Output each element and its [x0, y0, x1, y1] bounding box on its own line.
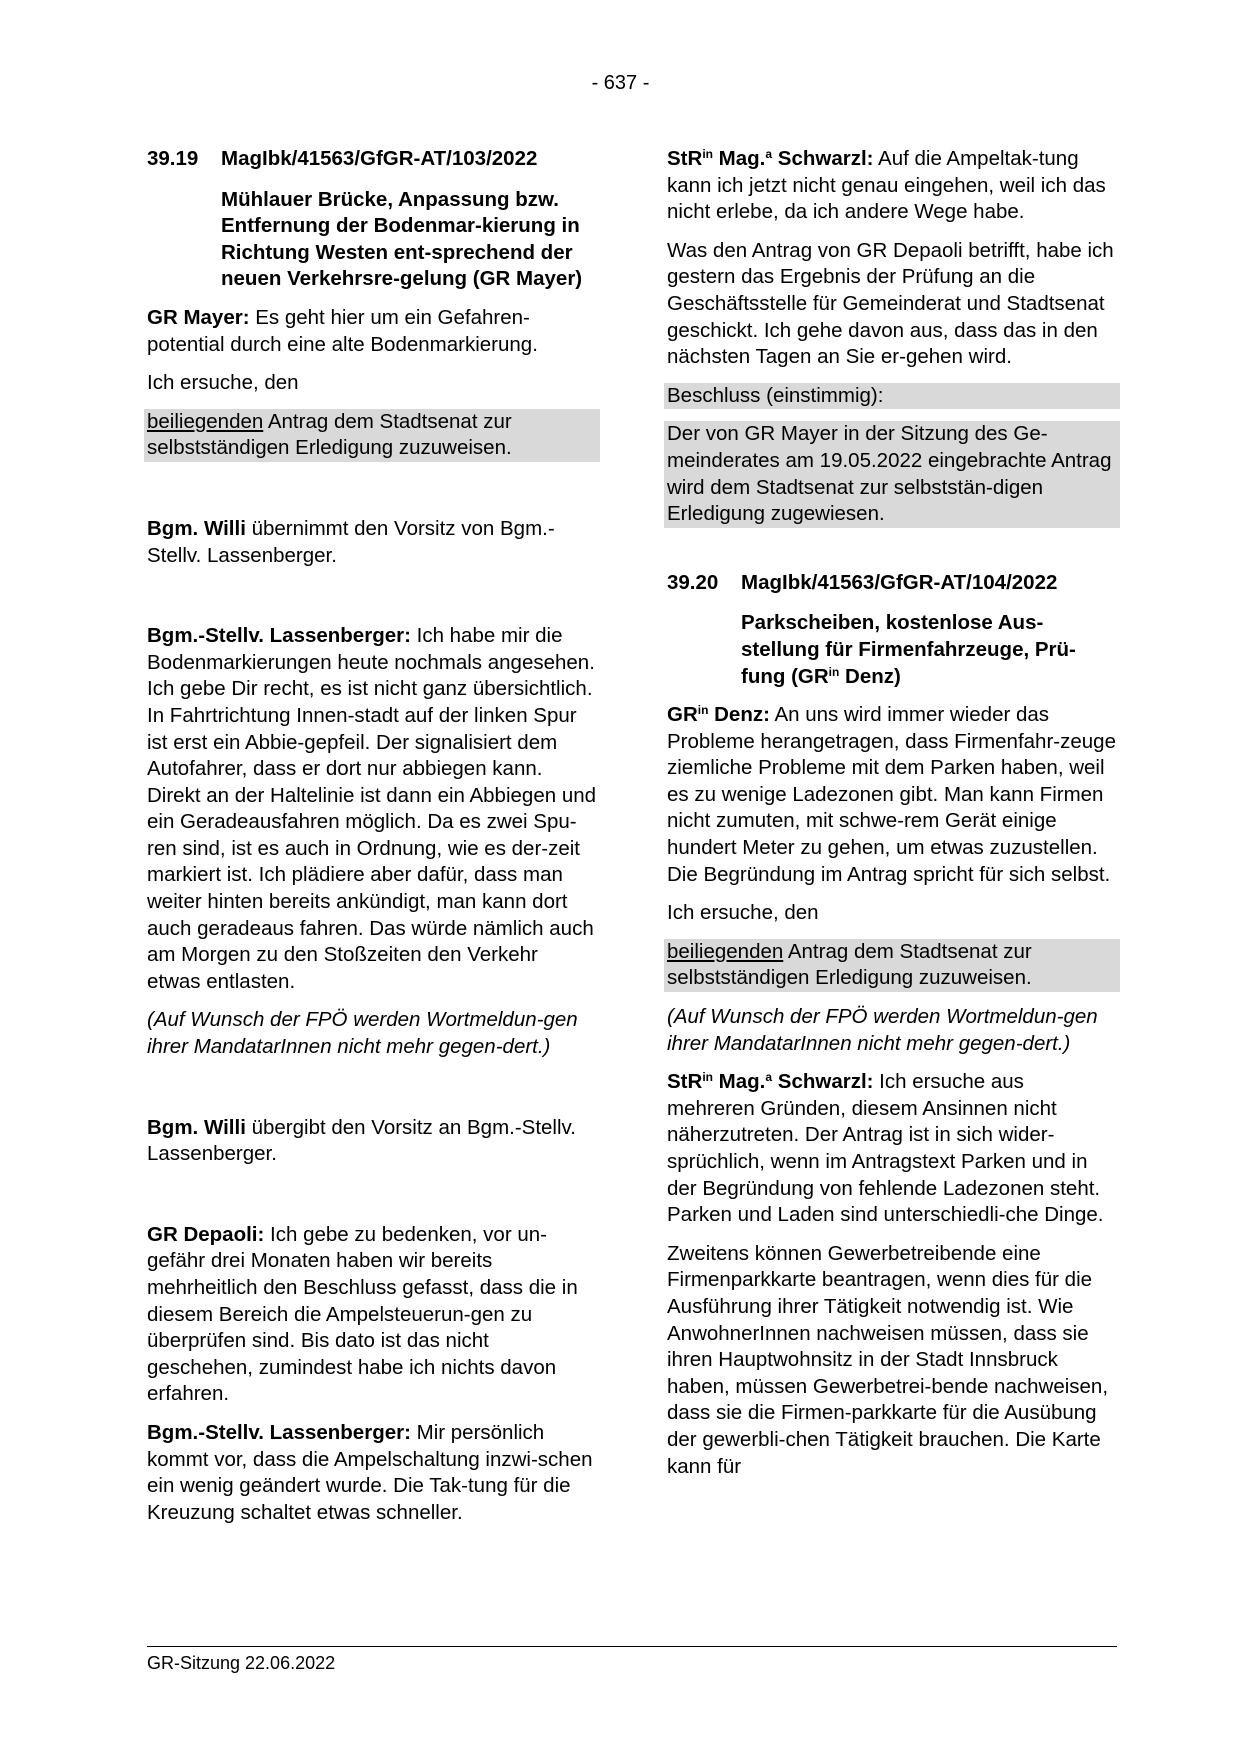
paragraph: Was den Antrag von GR Depaoli betrifft, habe ich gestern das Ergebnis der Prüfung an die Geschäftsstelle für Gemeinderat und Stadtsenat geschickt. Ich gehe davon aus, dass das in den nächsten Tagen an Sie er-gehen wird. [667, 238, 1114, 369]
footer-divider [147, 1646, 1117, 1647]
speaker: Bgm.-Stellv. Lassenberger: [147, 1420, 411, 1444]
resolution-box: Beschluss (einstimmig): [664, 383, 1120, 410]
agenda-item-heading [667, 570, 1117, 597]
speaker: Bgm. Willi [147, 516, 246, 540]
speaker: $GR^{in}$ Denz: [667, 703, 770, 727]
paragraph: Zweitens können Gewerbetreibende eine Firmenparkkarte beantragen, wenn dies für die Ausführung ihrer Tätigkeit notwendig ist. Wie AnwohnerInnen nachweisen müssen, dass sie ihren Hauptwohnsitz in der Stadt Innsbruck haben, müssen Gewerbetrei-bende nachweisen, dass sie die Firmen-parkkarte für die Ausübung der gewerbli-chen Tätigkeit brauchen. Die Karte kann für [667, 1241, 1109, 1478]
agenda-item-heading [147, 146, 597, 173]
agenda-item-title: Parkscheiben, kostenlose Aus-stellung für Firmenfahrzeuge, Prü-fung ($GR^{in}$ Denz) [741, 611, 1076, 688]
agenda-item-reference: MagIbk/41563/GfGR-AT/103/2022 [221, 147, 538, 170]
agenda-item-number: 39.20 [667, 570, 719, 594]
speaker: GR Depaoli: [147, 1222, 265, 1246]
paragraph: Bgm.-Stellv. Lassenberger: Ich habe mir die Bodenmarkierungen heute nochmals angesehen. Ich gebe Dir recht, es ist nicht ganz übersichtlich. In Fahrtrichtung Innen-stadt auf der linken Spur ist erst ein Abbie-gepfeil. Der signalisiert dem Autofahrer, dass er dort nur abbiegen kann. Direkt an der Haltelinie ist dann ein Abbiegen und ein Geradeausfahren möglich. Da es zwei Spu-ren sind, ist es auch in Ordnung, wie es der-zeit markiert ist. Ich plädiere aber dafür, dass man weiter hinten bereits ankündigt, man kann dort auch geradeaus fahren. Das würde nämlich auch am Morgen zu den Stoßzeiten den Verkehr etwas entlasten. [147, 624, 597, 993]
italic-note: (Auf Wunsch der FPÖ werden Wortmeldun-gen ihrer MandatarInnen nicht mehr gegen-dert.) [147, 1008, 578, 1059]
footer-text: GR-Sitzung 22.06.2022 [147, 1653, 336, 1673]
paragraph: Bgm. Willi übergibt den Vorsitz an Bgm.-Stellv. Lassenberger. [147, 1115, 576, 1166]
left-column [147, 146, 597, 1538]
motion-box: beiliegenden Antrag dem Stadtsenat zur selbstständigen Erledigung zuzuweisen. [144, 409, 600, 462]
paragraph: $GR^{in}$ Denz: An uns wird immer wieder das Probleme herangetragen, dass Firmenfahr-zeuge ziemliche Probleme mit dem Parken haben, weil es zu wenige Ladezonen gibt. Man kann Firmen nicht zumuten, mit schwe-rem Gerät einige hundert Meter zu gehen, um etwas zuzustellen. Die Begründung im Antrag spricht für sich selbst. [667, 703, 1116, 886]
paragraph: StR$^{in}$ Mag.$^a$ Schwarzl: Auf die Ampeltak-tung kann ich jetzt nicht genau eingehen, weil ich das nicht erlebe, da ich andere Wege habe. [667, 147, 1106, 224]
speaker: StR$^{in}$ Mag.$^a$ Schwarzl: [667, 1070, 874, 1094]
paragraph: GR Mayer: Es geht hier um ein Gefahren-potential durch eine alte Bodenmarkierung. [147, 305, 538, 356]
paragraph: StR$^{in}$ Mag.$^a$ Schwarzl: Ich ersuche aus mehreren Gründen, diesem Ansinnen nicht näherzutreten. Der Antrag ist in sich wider-sprüchlich, wenn im Antragstext Parken und in der Begründung von fehlende Ladezonen steht. Parken und Laden sind unterschiedli-che Dinge. [667, 1070, 1104, 1227]
paragraph: Ich ersuche, den [147, 371, 299, 395]
motion-box: beiliegenden Antrag dem Stadtsenat zur selbstständigen Erledigung zuzuweisen. [664, 939, 1120, 992]
paragraph: Ich ersuche, den [667, 901, 819, 925]
resolution-text-box: Der von GR Mayer in der Sitzung des Ge-meinderates am 19.05.2022 eingebrachte Antrag wird dem Stadtsenat zur selbststän-digen Erledigung zugewiesen. [664, 421, 1120, 527]
paragraph: Bgm.-Stellv. Lassenberger: Mir persönlich kommt vor, dass die Ampelschaltung inzwi-schen ein wenig geändert wurde. Die Tak-tung für die Kreuzung schaltet etwas schneller. [147, 1420, 593, 1524]
page-number: - 637 - [591, 72, 650, 94]
speaker: GR Mayer: [147, 305, 250, 329]
agenda-item-title: Mühlauer Brücke, Anpassung bzw. Entfernung der Bodenmar-kierung in Richtung Westen ent-sprechend der neuen Verkehrsre-gelung (GR Mayer) [221, 187, 583, 291]
right-column [667, 146, 1117, 1492]
speaker: Bgm.-Stellv. Lassenberger: [147, 624, 411, 648]
italic-note: (Auf Wunsch der FPÖ werden Wortmeldun-gen ihrer MandatarInnen nicht mehr gegen-dert.) [667, 1005, 1098, 1055]
agenda-item-reference: MagIbk/41563/GfGR-AT/104/2022 [741, 570, 1058, 594]
paragraph: GR Depaoli: Ich gebe zu bedenken, vor un-gefähr drei Monaten haben wir bereits mehrheitlich den Beschluss gefasst, dass die in diesem Bereich die Ampelsteuerun-gen zu überprüfen sind. Bis dato ist das nicht geschehen, zumindest habe ich nichts davon erfahren. [147, 1222, 578, 1406]
agenda-item-number: 39.19 [147, 147, 199, 170]
paragraph: Bgm. Willi übernimmt den Vorsitz von Bgm.-Stellv. Lassenberger. [147, 516, 555, 567]
speaker: Bgm. Willi [147, 1115, 246, 1139]
speaker: StR$^{in}$ Mag.$^a$ Schwarzl: [667, 147, 874, 170]
